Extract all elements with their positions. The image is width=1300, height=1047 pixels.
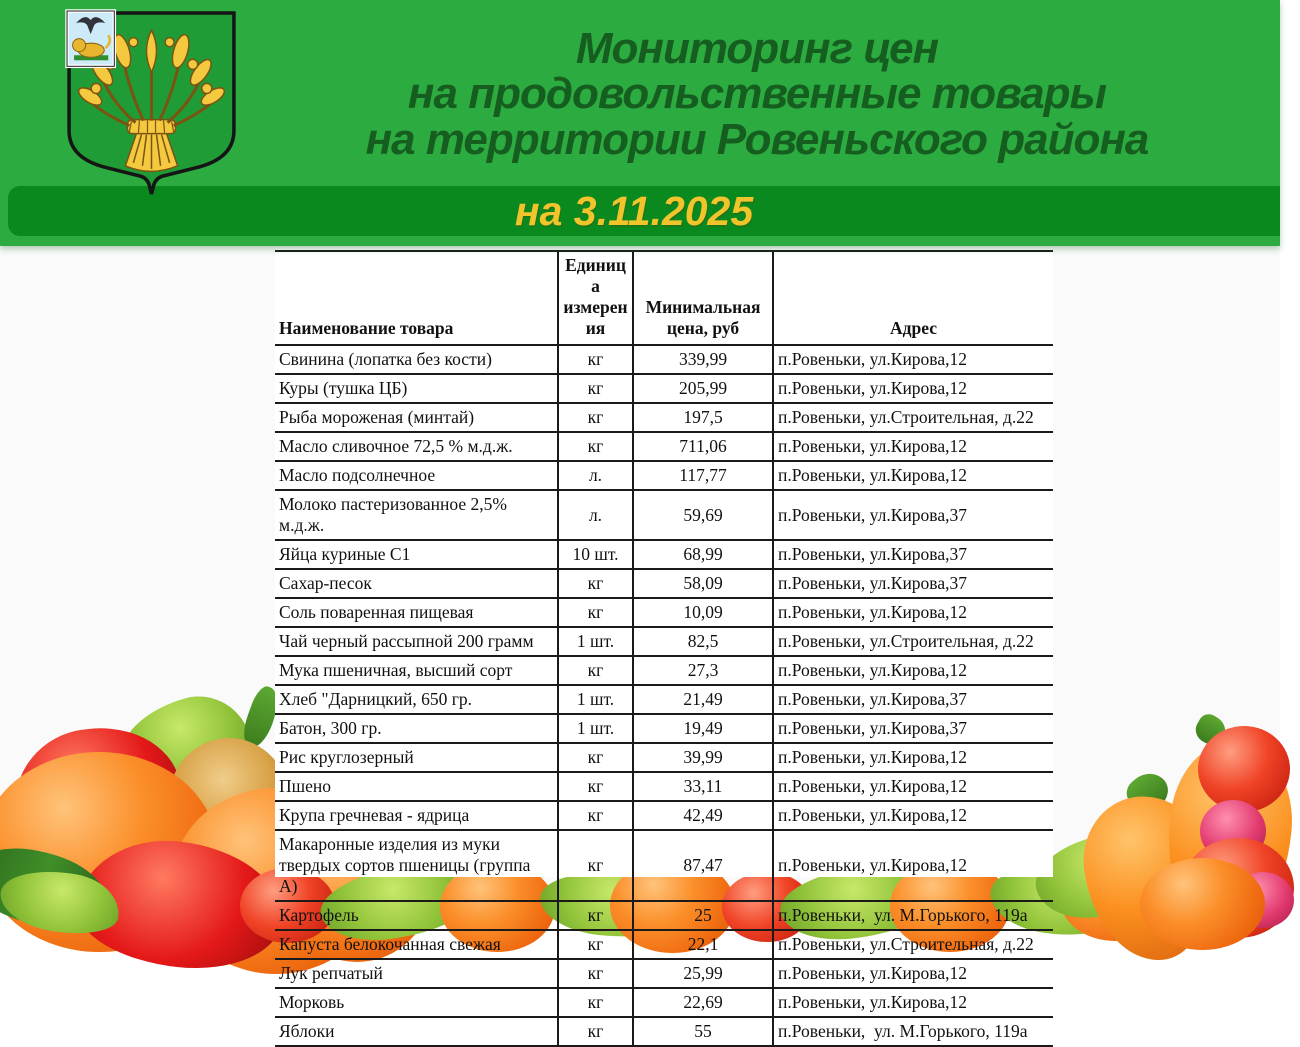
address-cell: п.Ровеньки, ул.Кирова,12: [773, 656, 1053, 685]
unit-cell: кг: [558, 345, 633, 374]
price-table: [275, 250, 1053, 1047]
unit-cell: 10 шт.: [558, 540, 633, 569]
product-name-cell: Молоко пастеризованное 2,5% м.д.ж.: [275, 490, 558, 540]
price-cell: 22,69: [633, 988, 773, 1017]
address-cell: п.Ровеньки, ул.Кирова,12: [773, 345, 1053, 374]
price-cell: 68,99: [633, 540, 773, 569]
address-cell: п.Ровеньки, ул.Строительная, д.22: [773, 403, 1053, 432]
price-cell: 197,5: [633, 403, 773, 432]
product-name-cell: Свинина (лопатка без кости): [275, 345, 558, 374]
price-cell: 117,77: [633, 461, 773, 490]
price-cell: 205,99: [633, 374, 773, 403]
unit-cell: 1 шт.: [558, 627, 633, 656]
tomato-orange-image: [1140, 858, 1265, 950]
address-cell: п.Ровеньки, ул. М.Горького, 119а: [773, 901, 1053, 930]
address-cell: п.Ровеньки, ул. М.Горького, 119а: [773, 1017, 1053, 1046]
table-row: [275, 569, 1053, 598]
price-cell: 33,11: [633, 772, 773, 801]
table-header-row: [275, 251, 1053, 345]
address-cell: п.Ровеньки, ул.Кирова,12: [773, 801, 1053, 830]
price-cell: 25,99: [633, 959, 773, 988]
table-row: [275, 598, 1053, 627]
table-row: [275, 1017, 1053, 1046]
title-line-1: Мониторинг цен: [575, 24, 939, 73]
address-cell: п.Ровеньки, ул.Кирова,37: [773, 540, 1053, 569]
price-cell: 25: [633, 901, 773, 930]
product-name-cell: Хлеб "Дарницкий, 650 гр.: [275, 685, 558, 714]
product-name-cell: Крупа гречневая - ядрица: [275, 801, 558, 830]
address-cell: п.Ровеньки, ул.Строительная, д.22: [773, 627, 1053, 656]
table-row: [275, 959, 1053, 988]
unit-cell: кг: [558, 988, 633, 1017]
price-cell: 82,5: [633, 627, 773, 656]
address-cell: п.Ровеньки, ул.Кирова,12: [773, 959, 1053, 988]
product-name-cell: Яйца куриные С1: [275, 540, 558, 569]
address-cell: п.Ровеньки, ул.Кирова,37: [773, 490, 1053, 540]
table-row: [275, 490, 1053, 540]
price-cell: 87,47: [633, 830, 773, 901]
poster-title: [252, 26, 1262, 162]
price-cell: 59,69: [633, 490, 773, 540]
product-name-cell: Рис круглозерный: [275, 743, 558, 772]
price-cell: 10,09: [633, 598, 773, 627]
product-name-cell: Капуста белокочанная свежая: [275, 930, 558, 959]
address-cell: п.Ровеньки, ул.Кирова,37: [773, 569, 1053, 598]
title-line-2: на продовольственные товары: [407, 69, 1107, 119]
unit-cell: кг: [558, 569, 633, 598]
unit-cell: кг: [558, 743, 633, 772]
column-header-address: Адрес: [773, 251, 1053, 345]
product-name-cell: Картофель: [275, 901, 558, 930]
table-row: [275, 830, 1053, 901]
price-cell: 42,49: [633, 801, 773, 830]
product-name-cell: Масло сливочное 72,5 % м.д.ж.: [275, 432, 558, 461]
price-table-body: [275, 345, 1053, 1046]
unit-cell: кг: [558, 374, 633, 403]
table-row: [275, 772, 1053, 801]
product-name-cell: Макаронные изделия из муки твердых сортов пшеницы (группа А): [275, 830, 558, 901]
unit-cell: кг: [558, 930, 633, 959]
table-row: [275, 685, 1053, 714]
table-row: [275, 540, 1053, 569]
price-cell: 339,99: [633, 345, 773, 374]
product-name-cell: Сахар-песок: [275, 569, 558, 598]
unit-cell: кг: [558, 598, 633, 627]
address-cell: п.Ровеньки, ул.Кирова,12: [773, 830, 1053, 901]
address-cell: п.Ровеньки, ул.Кирова,12: [773, 374, 1053, 403]
table-row: [275, 461, 1053, 490]
address-cell: п.Ровеньки, ул.Строительная, д.22: [773, 930, 1053, 959]
table-row: [275, 714, 1053, 743]
table-row: [275, 988, 1053, 1017]
belgorod-canton: [67, 11, 114, 66]
column-header-unit: Единица измерения: [558, 251, 633, 345]
date-label: на 3.11.2025: [514, 187, 754, 234]
price-cell: 58,09: [633, 569, 773, 598]
title-line-3: на территории Ровеньского района: [365, 114, 1149, 164]
product-name-cell: Куры (тушка ЦБ): [275, 374, 558, 403]
unit-cell: кг: [558, 656, 633, 685]
price-cell: 55: [633, 1017, 773, 1046]
unit-cell: кг: [558, 432, 633, 461]
unit-cell: 1 шт.: [558, 714, 633, 743]
unit-cell: л.: [558, 461, 633, 490]
product-name-cell: Чай черный рассыпной 200 грамм: [275, 627, 558, 656]
address-cell: п.Ровеньки, ул.Кирова,12: [773, 772, 1053, 801]
coat-of-arms: [63, 8, 240, 197]
address-cell: п.Ровеньки, ул.Кирова,12: [773, 461, 1053, 490]
table-row: [275, 801, 1053, 830]
product-name-cell: Батон, 300 гр.: [275, 714, 558, 743]
price-cell: 21,49: [633, 685, 773, 714]
unit-cell: кг: [558, 901, 633, 930]
price-cell: 39,99: [633, 743, 773, 772]
table-row: [275, 374, 1053, 403]
unit-cell: кг: [558, 772, 633, 801]
table-row: [275, 930, 1053, 959]
address-cell: п.Ровеньки, ул.Кирова,12: [773, 598, 1053, 627]
price-table-container: [275, 250, 1053, 1047]
column-header-product: Наименование товара: [275, 251, 558, 345]
unit-cell: кг: [558, 403, 633, 432]
product-name-cell: Соль поваренная пищевая: [275, 598, 558, 627]
unit-cell: 1 шт.: [558, 685, 633, 714]
column-header-price: Минимальная цена, руб: [633, 251, 773, 345]
address-cell: п.Ровеньки, ул.Кирова,37: [773, 714, 1053, 743]
tomato-red-image: [1198, 726, 1290, 812]
table-row: [275, 403, 1053, 432]
address-cell: п.Ровеньки, ул.Кирова,37: [773, 685, 1053, 714]
unit-cell: кг: [558, 959, 633, 988]
address-cell: п.Ровеньки, ул.Кирова,12: [773, 743, 1053, 772]
price-cell: 19,49: [633, 714, 773, 743]
product-name-cell: Рыба мороженая (минтай): [275, 403, 558, 432]
product-name-cell: Яблоки: [275, 1017, 558, 1046]
table-row: [275, 627, 1053, 656]
table-row: [275, 901, 1053, 930]
price-cell: 711,06: [633, 432, 773, 461]
product-name-cell: Масло подсолнечное: [275, 461, 558, 490]
product-name-cell: Мука пшеничная, высший сорт: [275, 656, 558, 685]
unit-cell: кг: [558, 1017, 633, 1046]
unit-cell: кг: [558, 801, 633, 830]
product-name-cell: Лук репчатый: [275, 959, 558, 988]
price-cell: 27,3: [633, 656, 773, 685]
price-cell: 22,1: [633, 930, 773, 959]
unit-cell: кг: [558, 830, 633, 901]
address-cell: п.Ровеньки, ул.Кирова,12: [773, 988, 1053, 1017]
unit-cell: л.: [558, 490, 633, 540]
address-cell: п.Ровеньки, ул.Кирова,12: [773, 432, 1053, 461]
product-name-cell: Морковь: [275, 988, 558, 1017]
table-row: [275, 743, 1053, 772]
product-name-cell: Пшено: [275, 772, 558, 801]
table-row: [275, 432, 1053, 461]
table-row: [275, 656, 1053, 685]
table-row: [275, 345, 1053, 374]
